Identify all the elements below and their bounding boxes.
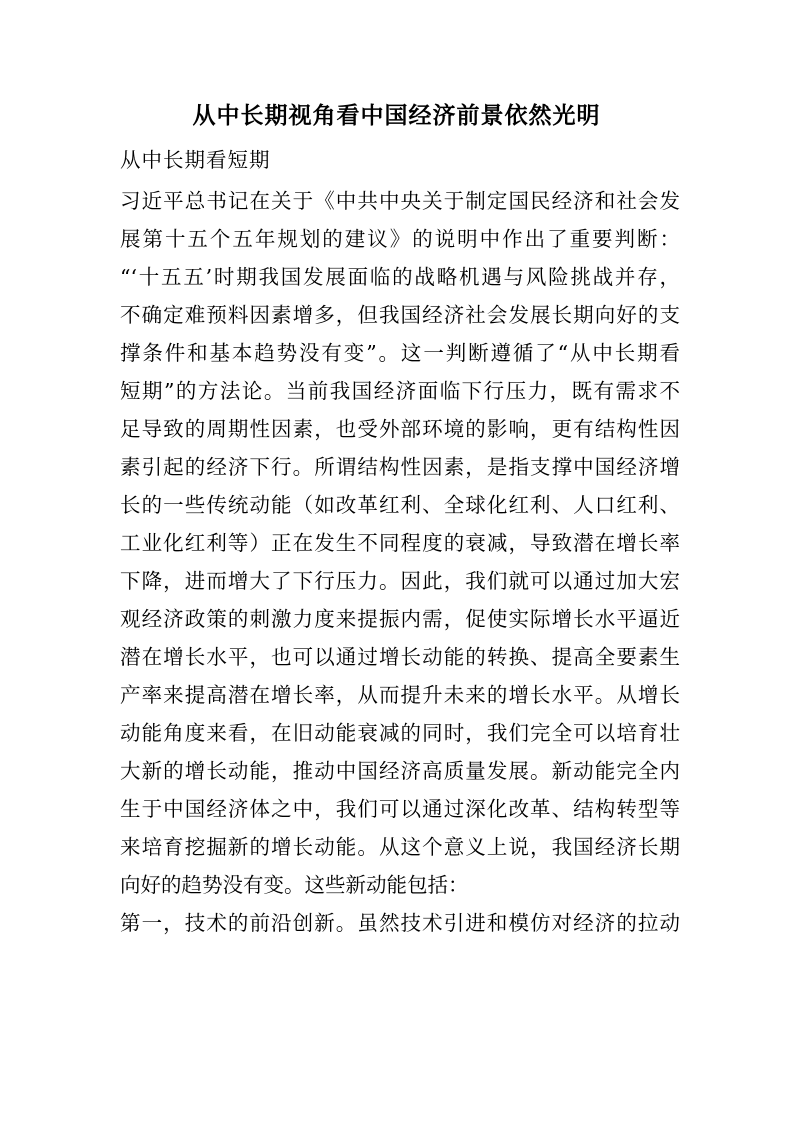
document-title: 从中长期视角看中国经济前景依然光明 <box>192 103 601 129</box>
text-line: 动能角度来看，在旧动能衰减的同时，我们完全可以培育壮 <box>120 721 680 745</box>
text-line: 长的一些传统动能（如改革红利、全球化红利、人口红利、 <box>120 493 680 517</box>
text-line: 生于中国经济体之中，我们可以通过深化改革、结构转型等 <box>120 797 680 821</box>
text-line: 工业化红利等）正在发生不同程度的衰减，导致潜在增长率 <box>120 531 680 555</box>
text-line: 足导致的周期性因素，也受外部环境的影响，更有结构性因 <box>120 417 680 441</box>
text-line: 习近平总书记在关于《中共中央关于制定国民经济和社会发 <box>120 189 680 213</box>
text-line: 素引起的经济下行。所谓结构性因素，是指支撑中国经济增 <box>120 455 680 479</box>
text-line: 观经济政策的刺激力度来提振内需，促使实际增长水平逼近 <box>120 607 680 631</box>
text-line: 第一，技术的前沿创新。虽然技术引进和模仿对经济的拉动 <box>120 911 680 935</box>
section-heading: 从中长期看短期 <box>120 148 271 172</box>
text-line: “‘十五五’时期我国发展面临的战略机遇与风险挑战并存， <box>120 265 680 289</box>
text-line: 下降，进而增大了下行压力。因此，我们就可以通过加大宏 <box>120 569 680 593</box>
text-line: 撑条件和基本趋势没有变”。这一判断遵循了“从中长期看 <box>120 341 680 365</box>
text-line: 产率来提高潜在增长率，从而提升未来的增长水平。从增长 <box>120 683 680 707</box>
body-text <box>120 182 680 942</box>
text-line: 不确定难预料因素增多，但我国经济社会发展长期向好的支 <box>120 303 680 327</box>
text-line: 向好的趋势没有变。这些新动能包括： <box>120 873 469 897</box>
text-line: 来培育挖掘新的增长动能。从这个意义上说，我国经济长期 <box>120 835 680 859</box>
text-line: 潜在增长水平，也可以通过增长动能的转换、提高全要素生 <box>120 645 680 669</box>
text-line: 大新的增长动能，推动中国经济高质量发展。新动能完全内 <box>120 759 680 783</box>
text-line: 短期”的方法论。当前我国经济面临下行压力，既有需求不 <box>120 379 680 403</box>
text-line: 展第十五个五年规划的建议》的说明中作出了重要判断： <box>120 227 680 251</box>
